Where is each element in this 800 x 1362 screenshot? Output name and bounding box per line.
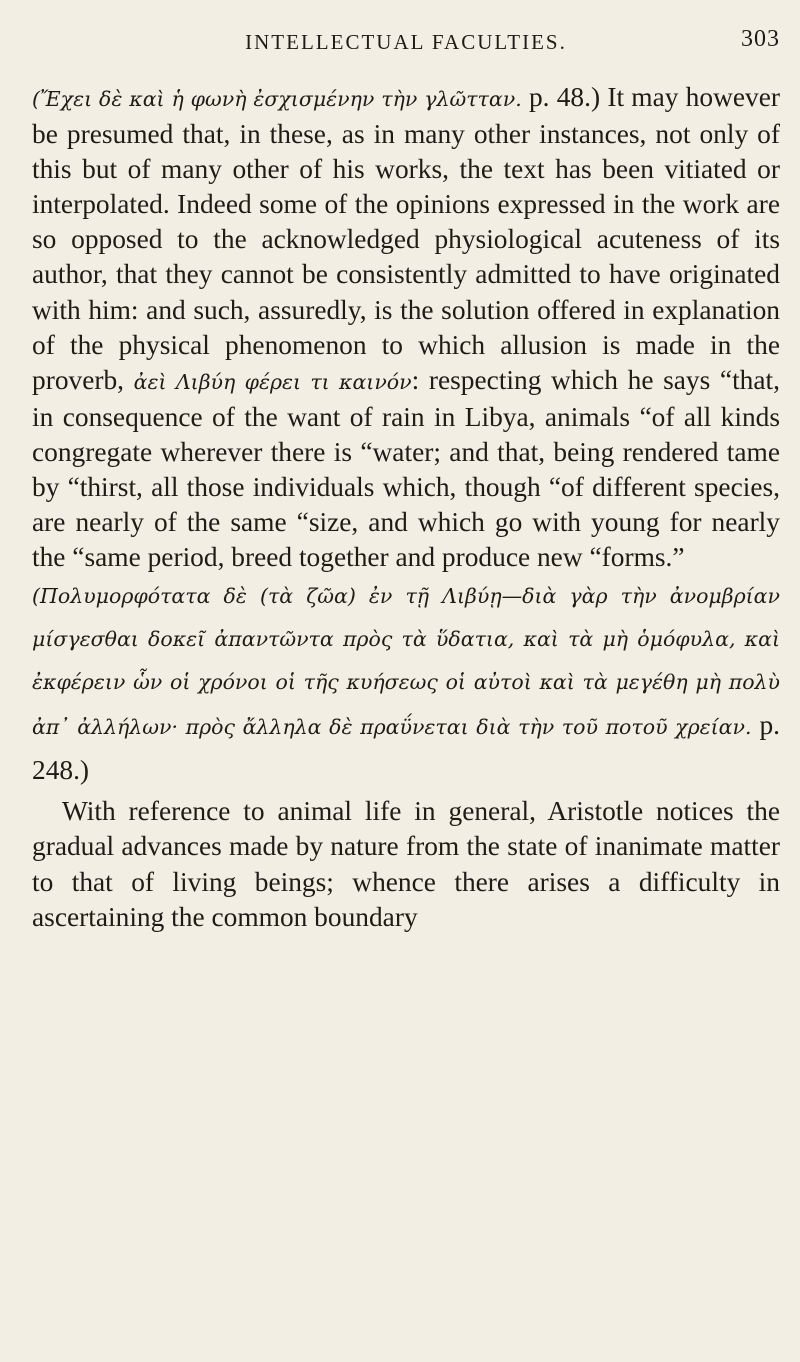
page-number: 303	[741, 26, 780, 52]
page-reference: p. 248.)	[32, 710, 780, 786]
greek-quotation: (Ἔχει δὲ καὶ ἡ φωνὴ ἐσχισμένην τὴν γλῶτταν.	[32, 87, 522, 111]
greek-proverb: ἀεὶ Λιβύη φέρει τι καινόν	[133, 369, 412, 394]
paragraph-1	[32, 80, 780, 575]
body-text	[32, 80, 780, 935]
greek-quotation: (Πολυμορφότατα δὲ (τὰ ζῶα) ἐν τῇ Λιβύῃ—διὰ γὰρ τὴν ἀνομβρίαν μίσγεσθαι δοκεῖ ἀπαντῶντα πρὸς τὰ ὕδατια, καὶ τὰ μὴ ὁμόφυλα, καὶ ἐκφέρειν ὧν οἱ χρόνοι οἱ τῆς κυήσεως οἱ αὐτοὶ καὶ τὰ μεγέθη μὴ πολὺ ἀπ᾽ ἀλλήλων· πρὸς ἄλληλα δὲ πραΰνεται διὰ τὴν τοῦ ποτοῦ χρείαν.	[32, 584, 780, 740]
paragraph-text: : respecting which he says “that, in consequence of the want of rain in Libya, animals “of all kinds congregate wherever there is “water; and that, being rendered tame by “thirst, all those individuals which, though “of different species, are nearly of the same “size, and which go with young for nearly the “same period, breed together and produce new “forms.”	[32, 364, 780, 573]
paragraph-2	[32, 575, 780, 794]
paragraph-text: p. 48.) It may however be presumed that, in these, as in many other instances, not only of this but of many other of his works, the text has been vitiated or interpolated. Indeed some of the opinions expressed in the work are so opposed to the acknowledged physiological acuteness of its author, that they cannot be consistently admitted to have originated with him: and such, assuredly, is the solution offered in explanation of the physical phenomenon to which allusion is made in the proverb,	[32, 82, 780, 395]
page-header	[32, 14, 780, 54]
paragraph-3	[32, 794, 780, 934]
book-page	[32, 14, 780, 935]
running-title: INTELLECTUAL FACULTIES.	[245, 30, 567, 54]
paragraph-text: With reference to animal life in general, Aristotle notices the gradual advances made by nature from the state of inanimate matter to that of living beings; whence there arises a difficulty in ascertaining the common boundary	[32, 796, 780, 932]
